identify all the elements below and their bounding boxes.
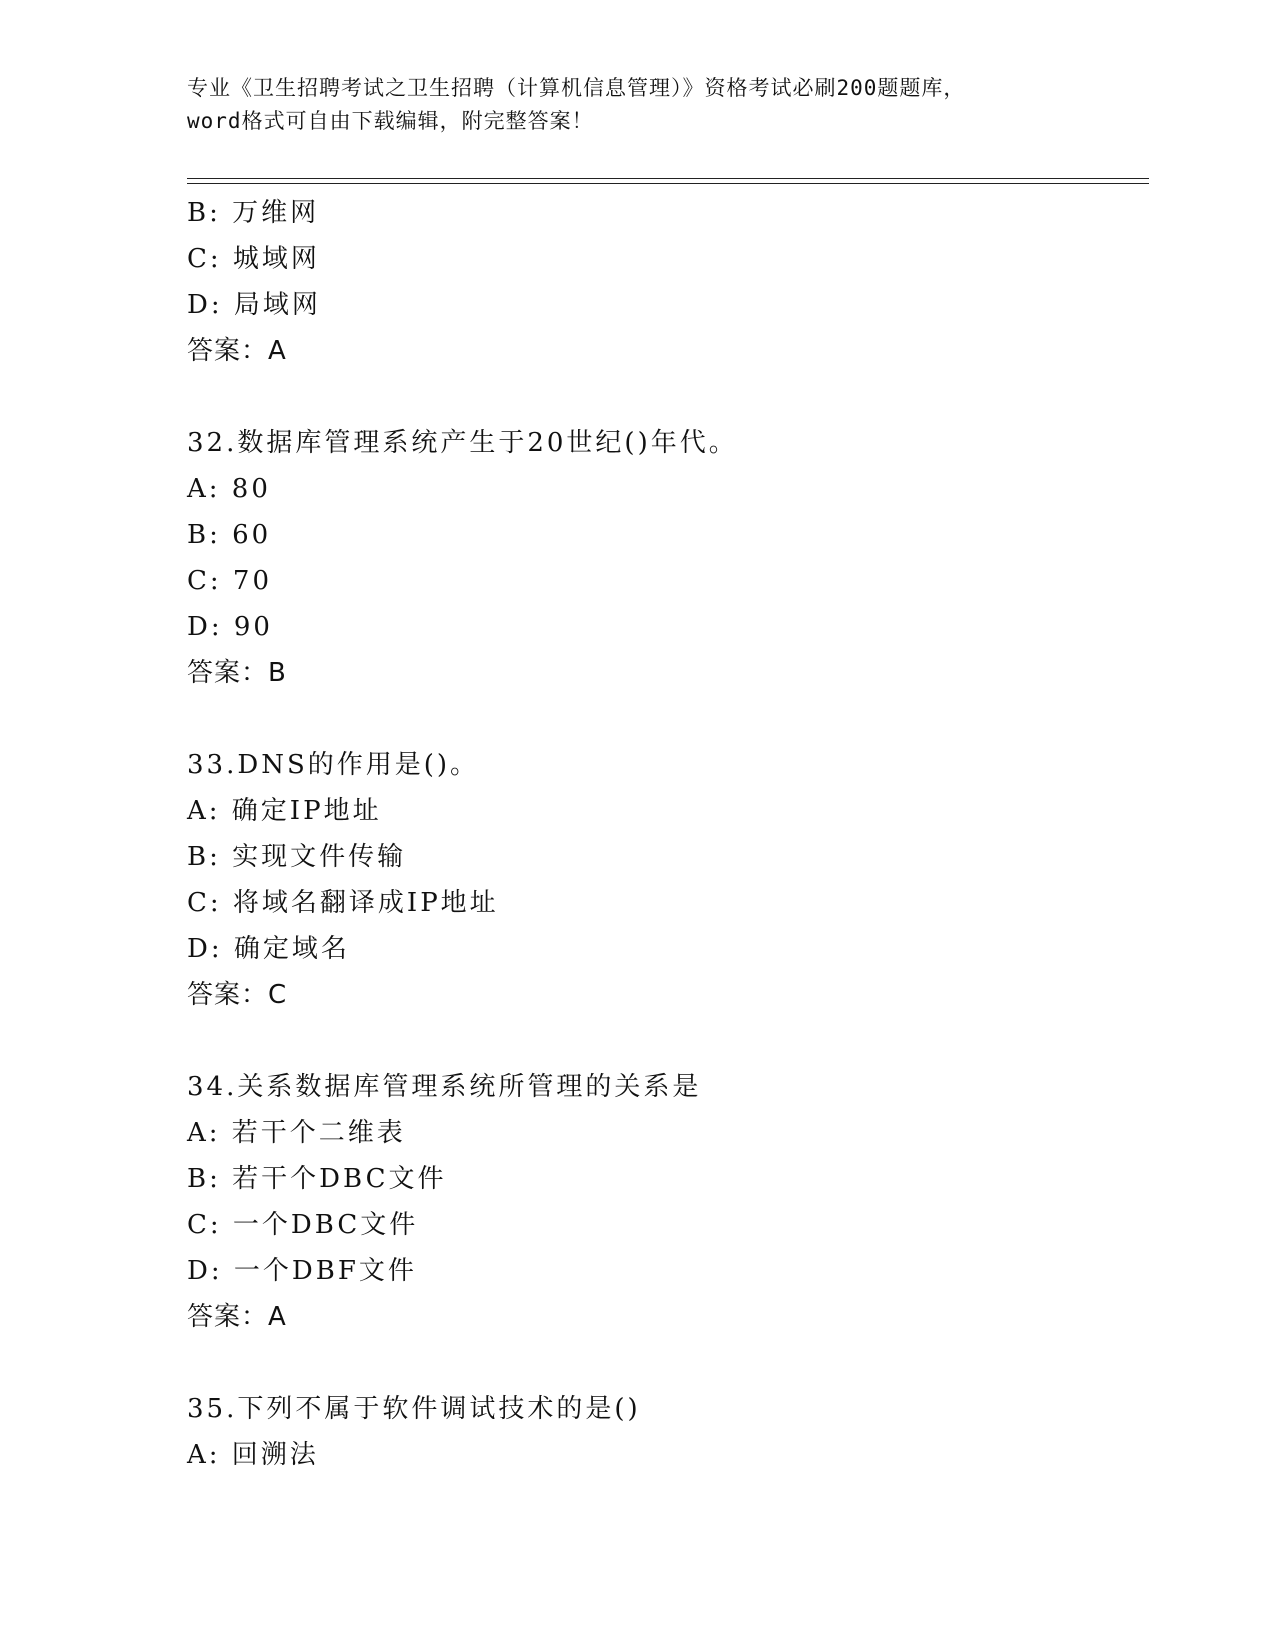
header-title-line1: 专业《卫生招聘考试之卫生招聘（计算机信息管理）》资格考试必刷200题题库， (187, 76, 966, 100)
question-31-partial (187, 190, 1147, 374)
option-c: C: 70 (187, 566, 273, 596)
answer: 答案：B (187, 658, 287, 688)
option-b: B: 60 (187, 520, 272, 550)
question-stem: 32.数据库管理系统产生于20世纪()年代。 (187, 428, 738, 458)
option-c: C: 城域网 (187, 244, 320, 274)
option-d: D: 一个DBF文件 (187, 1256, 417, 1286)
header-divider-bottom (187, 183, 1149, 184)
header-divider-top (187, 178, 1149, 179)
option-c: C: 一个DBC文件 (187, 1210, 419, 1240)
question-stem: 34.关系数据库管理系统所管理的关系是 (187, 1072, 702, 1102)
option-d: D: 90 (187, 612, 273, 642)
answer: 答案：C (187, 980, 288, 1010)
option-a: A: 若干个二维表 (187, 1118, 406, 1148)
question-32 (187, 420, 1147, 696)
question-list (187, 190, 1147, 1478)
option-d: D: 确定域名 (187, 934, 350, 964)
question-34 (187, 1064, 1147, 1340)
spacer (187, 1340, 1147, 1386)
answer: 答案：A (187, 336, 287, 366)
document-header (187, 72, 1087, 138)
header-title-line2: word格式可自由下载编辑，附完整答案！ (187, 109, 594, 133)
question-33 (187, 742, 1147, 1018)
option-d: D: 局域网 (187, 290, 321, 320)
option-b: B: 万维网 (187, 198, 320, 228)
question-35 (187, 1386, 1147, 1478)
question-stem: 33.DNS的作用是()。 (187, 750, 480, 780)
option-b: B: 实现文件传输 (187, 842, 407, 872)
option-a: A: 确定IP地址 (187, 796, 382, 826)
option-c: C: 将域名翻译成IP地址 (187, 888, 499, 918)
question-stem: 35.下列不属于软件调试技术的是() (187, 1394, 641, 1424)
spacer (187, 1018, 1147, 1064)
option-a: A: 回溯法 (187, 1440, 319, 1470)
option-a: A: 80 (187, 474, 271, 504)
spacer (187, 374, 1147, 420)
spacer (187, 696, 1147, 742)
answer: 答案：A (187, 1302, 287, 1332)
option-b: B: 若干个DBC文件 (187, 1164, 447, 1194)
